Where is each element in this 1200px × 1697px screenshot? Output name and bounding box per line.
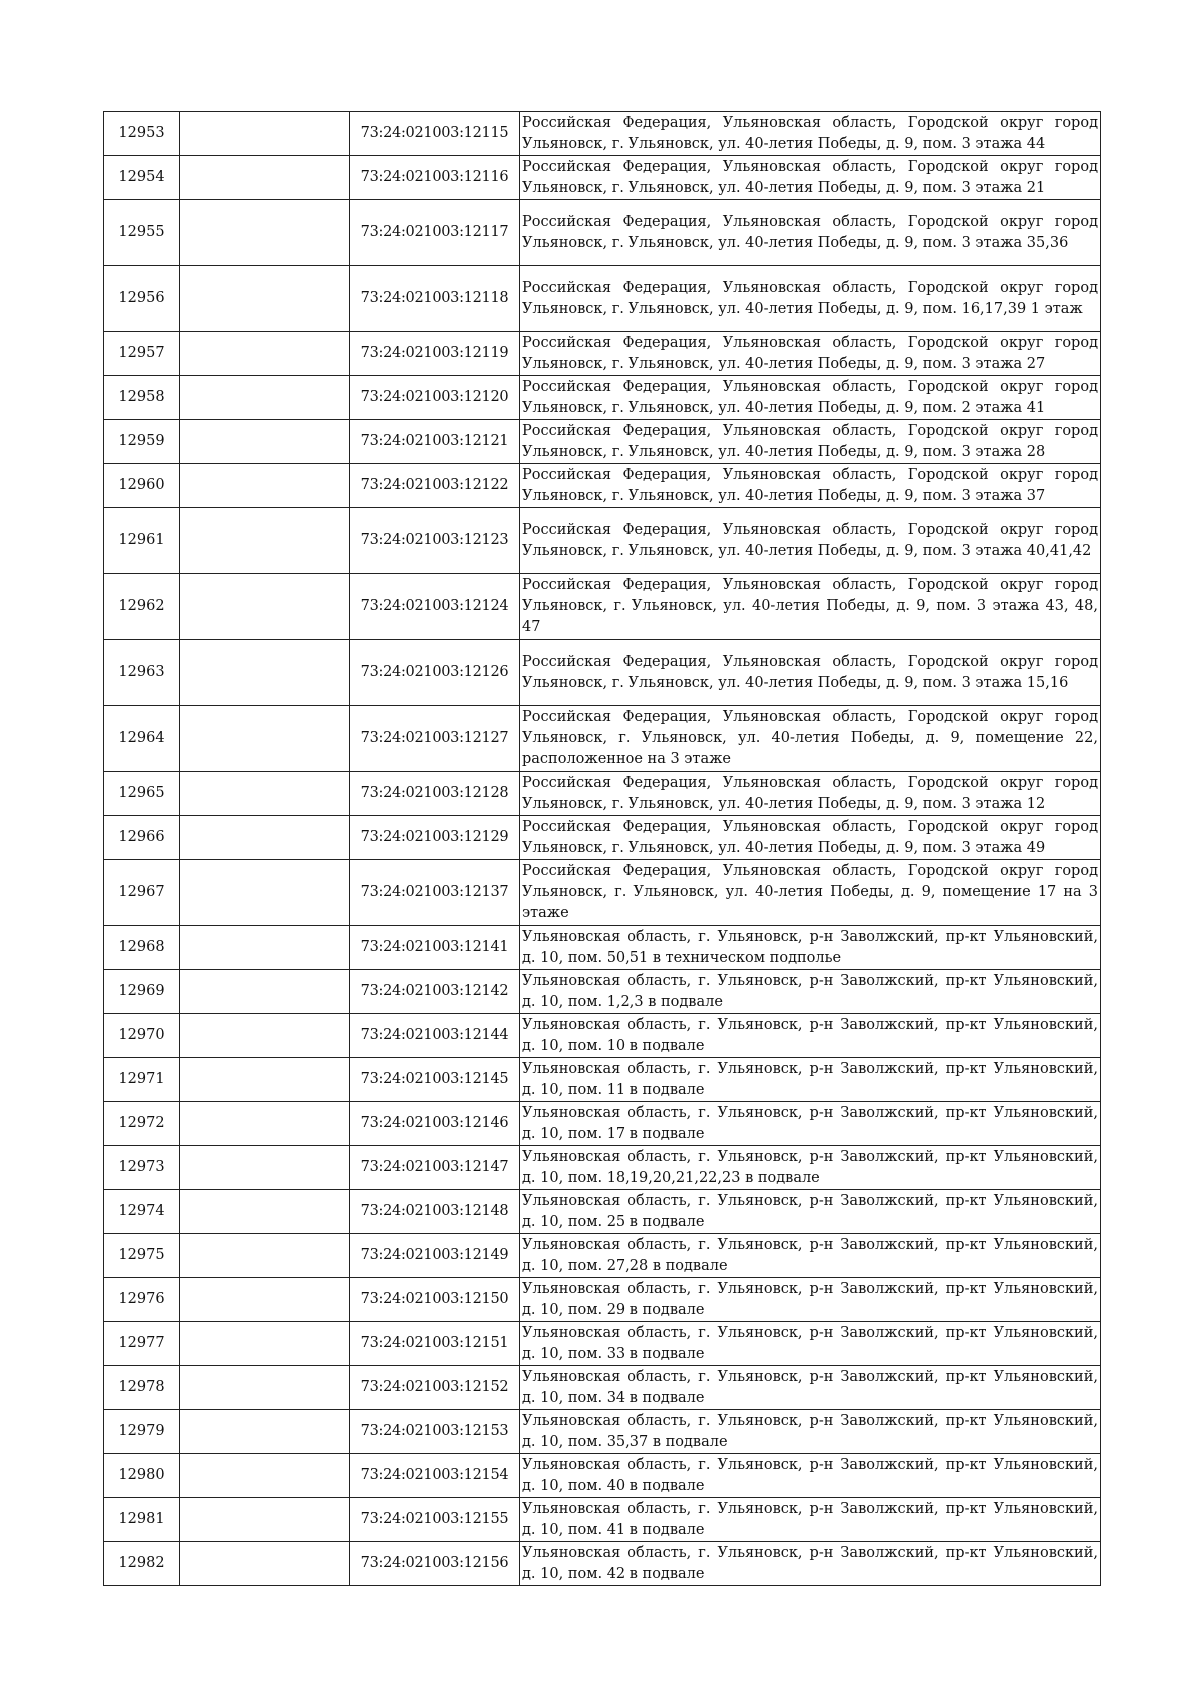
cadastral-number: 73:24:021003:12145 bbox=[350, 1058, 520, 1102]
address: Российская Федерация, Ульяновская область, Городской округ город Ульяновск, г. Ульяновск, ул. 40-летия Победы, д. 9, пом. 3 этажа 37 bbox=[520, 464, 1101, 508]
empty-cell bbox=[180, 1410, 350, 1454]
empty-cell bbox=[180, 112, 350, 156]
cadastral-number: 73:24:021003:12141 bbox=[350, 926, 520, 970]
cadastral-number: 73:24:021003:12149 bbox=[350, 1234, 520, 1278]
empty-cell bbox=[180, 1146, 350, 1190]
empty-cell bbox=[180, 376, 350, 420]
row-number: 12955 bbox=[104, 200, 180, 266]
table-row bbox=[104, 1234, 1101, 1278]
cadastral-number: 73:24:021003:12127 bbox=[350, 706, 520, 772]
address: Российская Федерация, Ульяновская область, Городской округ город Ульяновск, г. Ульяновск, ул. 40-летия Победы, д. 9, пом. 3 этажа 40,41,42 bbox=[520, 508, 1101, 574]
row-number: 12966 bbox=[104, 816, 180, 860]
cadastral-number: 73:24:021003:12156 bbox=[350, 1542, 520, 1586]
empty-cell bbox=[180, 772, 350, 816]
table-row bbox=[104, 200, 1101, 266]
address: Ульяновская область, г. Ульяновск, р-н Заволжский, пр-кт Ульяновский, д. 10, пом. 42 в подвале bbox=[520, 1542, 1101, 1586]
address: Российская Федерация, Ульяновская область, Городской округ город Ульяновск, г. Ульяновск, ул. 40-летия Победы, д. 9, помещение 22, расположенное на 3 этаже bbox=[520, 706, 1101, 772]
cadastral-number: 73:24:021003:12118 bbox=[350, 266, 520, 332]
empty-cell bbox=[180, 1190, 350, 1234]
table-row bbox=[104, 1058, 1101, 1102]
address: Ульяновская область, г. Ульяновск, р-н Заволжский, пр-кт Ульяновский, д. 10, пом. 33 в подвале bbox=[520, 1322, 1101, 1366]
table-row bbox=[104, 112, 1101, 156]
address: Ульяновская область, г. Ульяновск, р-н Заволжский, пр-кт Ульяновский, д. 10, пом. 34 в подвале bbox=[520, 1366, 1101, 1410]
table-row bbox=[104, 926, 1101, 970]
row-number: 12964 bbox=[104, 706, 180, 772]
row-number: 12978 bbox=[104, 1366, 180, 1410]
cadastral-number: 73:24:021003:12148 bbox=[350, 1190, 520, 1234]
empty-cell bbox=[180, 1454, 350, 1498]
address: Российская Федерация, Ульяновская область, Городской округ город Ульяновск, г. Ульяновск, ул. 40-летия Победы, д. 9, пом. 3 этажа 15,16 bbox=[520, 640, 1101, 706]
row-number: 12982 bbox=[104, 1542, 180, 1586]
empty-cell bbox=[180, 420, 350, 464]
address: Российская Федерация, Ульяновская область, Городской округ город Ульяновск, г. Ульяновск, ул. 40-летия Победы, д. 9, пом. 16,17,39 1 этаж bbox=[520, 266, 1101, 332]
table-row bbox=[104, 1278, 1101, 1322]
empty-cell bbox=[180, 1058, 350, 1102]
address: Ульяновская область, г. Ульяновск, р-н Заволжский, пр-кт Ульяновский, д. 10, пом. 27,28 в подвале bbox=[520, 1234, 1101, 1278]
empty-cell bbox=[180, 706, 350, 772]
row-number: 12961 bbox=[104, 508, 180, 574]
cadastral-number: 73:24:021003:12151 bbox=[350, 1322, 520, 1366]
cadastral-number: 73:24:021003:12152 bbox=[350, 1366, 520, 1410]
table-row bbox=[104, 706, 1101, 772]
empty-cell bbox=[180, 1366, 350, 1410]
cadastral-number: 73:24:021003:12117 bbox=[350, 200, 520, 266]
address: Ульяновская область, г. Ульяновск, р-н Заволжский, пр-кт Ульяновский, д. 10, пом. 17 в подвале bbox=[520, 1102, 1101, 1146]
address: Российская Федерация, Ульяновская область, Городской округ город Ульяновск, г. Ульяновск, ул. 40-летия Победы, д. 9, пом. 2 этажа 41 bbox=[520, 376, 1101, 420]
cadastral-number: 73:24:021003:12129 bbox=[350, 816, 520, 860]
table-row bbox=[104, 464, 1101, 508]
address: Ульяновская область, г. Ульяновск, р-н Заволжский, пр-кт Ульяновский, д. 10, пом. 10 в подвале bbox=[520, 1014, 1101, 1058]
cadastral-number: 73:24:021003:12126 bbox=[350, 640, 520, 706]
row-number: 12953 bbox=[104, 112, 180, 156]
address: Ульяновская область, г. Ульяновск, р-н Заволжский, пр-кт Ульяновский, д. 10, пом. 41 в подвале bbox=[520, 1498, 1101, 1542]
table-row bbox=[104, 640, 1101, 706]
registry-table bbox=[103, 111, 1101, 1586]
cadastral-number: 73:24:021003:12122 bbox=[350, 464, 520, 508]
address: Российская Федерация, Ульяновская область, Городской округ город Ульяновск, г. Ульяновск, ул. 40-летия Победы, д. 9, пом. 3 этажа 12 bbox=[520, 772, 1101, 816]
cadastral-number: 73:24:021003:12116 bbox=[350, 156, 520, 200]
row-number: 12972 bbox=[104, 1102, 180, 1146]
table-row bbox=[104, 970, 1101, 1014]
table-row bbox=[104, 420, 1101, 464]
address: Ульяновская область, г. Ульяновск, р-н Заволжский, пр-кт Ульяновский, д. 10, пом. 25 в подвале bbox=[520, 1190, 1101, 1234]
cadastral-number: 73:24:021003:12153 bbox=[350, 1410, 520, 1454]
empty-cell bbox=[180, 574, 350, 640]
cadastral-number: 73:24:021003:12120 bbox=[350, 376, 520, 420]
empty-cell bbox=[180, 640, 350, 706]
empty-cell bbox=[180, 1322, 350, 1366]
cadastral-number: 73:24:021003:12155 bbox=[350, 1498, 520, 1542]
table-row bbox=[104, 1014, 1101, 1058]
row-number: 12965 bbox=[104, 772, 180, 816]
address: Ульяновская область, г. Ульяновск, р-н Заволжский, пр-кт Ульяновский, д. 10, пом. 1,2,3 в подвале bbox=[520, 970, 1101, 1014]
row-number: 12977 bbox=[104, 1322, 180, 1366]
empty-cell bbox=[180, 1498, 350, 1542]
row-number: 12956 bbox=[104, 266, 180, 332]
address: Российская Федерация, Ульяновская область, Городской округ город Ульяновск, г. Ульяновск, ул. 40-летия Победы, д. 9, пом. 3 этажа 44 bbox=[520, 112, 1101, 156]
address: Ульяновская область, г. Ульяновск, р-н Заволжский, пр-кт Ульяновский, д. 10, пом. 40 в подвале bbox=[520, 1454, 1101, 1498]
table-row bbox=[104, 772, 1101, 816]
cadastral-number: 73:24:021003:12124 bbox=[350, 574, 520, 640]
table-row bbox=[104, 266, 1101, 332]
table-row bbox=[104, 1542, 1101, 1586]
address: Российская Федерация, Ульяновская область, Городской округ город Ульяновск, г. Ульяновск, ул. 40-летия Победы, д. 9, пом. 3 этажа 35,36 bbox=[520, 200, 1101, 266]
table-row bbox=[104, 816, 1101, 860]
row-number: 12957 bbox=[104, 332, 180, 376]
table-row bbox=[104, 1322, 1101, 1366]
address: Российская Федерация, Ульяновская область, Городской округ город Ульяновск, г. Ульяновск, ул. 40-летия Победы, д. 9, пом. 3 этажа 49 bbox=[520, 816, 1101, 860]
table-row bbox=[104, 1454, 1101, 1498]
table-row bbox=[104, 1410, 1101, 1454]
empty-cell bbox=[180, 464, 350, 508]
cadastral-number: 73:24:021003:12150 bbox=[350, 1278, 520, 1322]
row-number: 12971 bbox=[104, 1058, 180, 1102]
empty-cell bbox=[180, 1102, 350, 1146]
address: Российская Федерация, Ульяновская область, Городской округ город Ульяновск, г. Ульяновск, ул. 40-летия Победы, д. 9, помещение 17 на 3 этаже bbox=[520, 860, 1101, 926]
row-number: 12976 bbox=[104, 1278, 180, 1322]
empty-cell bbox=[180, 332, 350, 376]
table-row bbox=[104, 376, 1101, 420]
table-row bbox=[104, 332, 1101, 376]
table-row bbox=[104, 1102, 1101, 1146]
row-number: 12973 bbox=[104, 1146, 180, 1190]
empty-cell bbox=[180, 1278, 350, 1322]
cadastral-number: 73:24:021003:12144 bbox=[350, 1014, 520, 1058]
cadastral-number: 73:24:021003:12137 bbox=[350, 860, 520, 926]
row-number: 12967 bbox=[104, 860, 180, 926]
cadastral-number: 73:24:021003:12154 bbox=[350, 1454, 520, 1498]
address: Ульяновская область, г. Ульяновск, р-н Заволжский, пр-кт Ульяновский, д. 10, пом. 18,19,20,21,22,23 в подвале bbox=[520, 1146, 1101, 1190]
row-number: 12981 bbox=[104, 1498, 180, 1542]
table-row bbox=[104, 508, 1101, 574]
empty-cell bbox=[180, 156, 350, 200]
table-row bbox=[104, 156, 1101, 200]
empty-cell bbox=[180, 200, 350, 266]
empty-cell bbox=[180, 860, 350, 926]
row-number: 12959 bbox=[104, 420, 180, 464]
row-number: 12963 bbox=[104, 640, 180, 706]
empty-cell bbox=[180, 1014, 350, 1058]
cadastral-number: 73:24:021003:12115 bbox=[350, 112, 520, 156]
table-row bbox=[104, 860, 1101, 926]
empty-cell bbox=[180, 926, 350, 970]
cadastral-number: 73:24:021003:12146 bbox=[350, 1102, 520, 1146]
address: Ульяновская область, г. Ульяновск, р-н Заволжский, пр-кт Ульяновский, д. 10, пом. 11 в подвале bbox=[520, 1058, 1101, 1102]
empty-cell bbox=[180, 266, 350, 332]
empty-cell bbox=[180, 1234, 350, 1278]
address: Российская Федерация, Ульяновская область, Городской округ город Ульяновск, г. Ульяновск, ул. 40-летия Победы, д. 9, пом. 3 этажа 28 bbox=[520, 420, 1101, 464]
row-number: 12958 bbox=[104, 376, 180, 420]
row-number: 12970 bbox=[104, 1014, 180, 1058]
address: Российская Федерация, Ульяновская область, Городской округ город Ульяновск, г. Ульяновск, ул. 40-летия Победы, д. 9, пом. 3 этажа 43, 48, 47 bbox=[520, 574, 1101, 640]
address: Ульяновская область, г. Ульяновск, р-н Заволжский, пр-кт Ульяновский, д. 10, пом. 35,37 в подвале bbox=[520, 1410, 1101, 1454]
cadastral-number: 73:24:021003:12147 bbox=[350, 1146, 520, 1190]
empty-cell bbox=[180, 508, 350, 574]
address: Ульяновская область, г. Ульяновск, р-н Заволжский, пр-кт Ульяновский, д. 10, пом. 50,51 в техническом подполье bbox=[520, 926, 1101, 970]
row-number: 12969 bbox=[104, 970, 180, 1014]
row-number: 12974 bbox=[104, 1190, 180, 1234]
address: Российская Федерация, Ульяновская область, Городской округ город Ульяновск, г. Ульяновск, ул. 40-летия Победы, д. 9, пом. 3 этажа 27 bbox=[520, 332, 1101, 376]
table-row bbox=[104, 1498, 1101, 1542]
empty-cell bbox=[180, 970, 350, 1014]
address: Российская Федерация, Ульяновская область, Городской округ город Ульяновск, г. Ульяновск, ул. 40-летия Победы, д. 9, пом. 3 этажа 21 bbox=[520, 156, 1101, 200]
row-number: 12954 bbox=[104, 156, 180, 200]
row-number: 12962 bbox=[104, 574, 180, 640]
row-number: 12980 bbox=[104, 1454, 180, 1498]
table-row bbox=[104, 1146, 1101, 1190]
row-number: 12975 bbox=[104, 1234, 180, 1278]
cadastral-number: 73:24:021003:12119 bbox=[350, 332, 520, 376]
row-number: 12968 bbox=[104, 926, 180, 970]
row-number: 12960 bbox=[104, 464, 180, 508]
row-number: 12979 bbox=[104, 1410, 180, 1454]
address: Ульяновская область, г. Ульяновск, р-н Заволжский, пр-кт Ульяновский, д. 10, пом. 29 в подвале bbox=[520, 1278, 1101, 1322]
table-row bbox=[104, 1366, 1101, 1410]
empty-cell bbox=[180, 1542, 350, 1586]
table-row bbox=[104, 574, 1101, 640]
cadastral-number: 73:24:021003:12121 bbox=[350, 420, 520, 464]
empty-cell bbox=[180, 816, 350, 860]
cadastral-number: 73:24:021003:12123 bbox=[350, 508, 520, 574]
table-row bbox=[104, 1190, 1101, 1234]
cadastral-number: 73:24:021003:12142 bbox=[350, 970, 520, 1014]
registry-table-body bbox=[104, 112, 1101, 1586]
cadastral-number: 73:24:021003:12128 bbox=[350, 772, 520, 816]
